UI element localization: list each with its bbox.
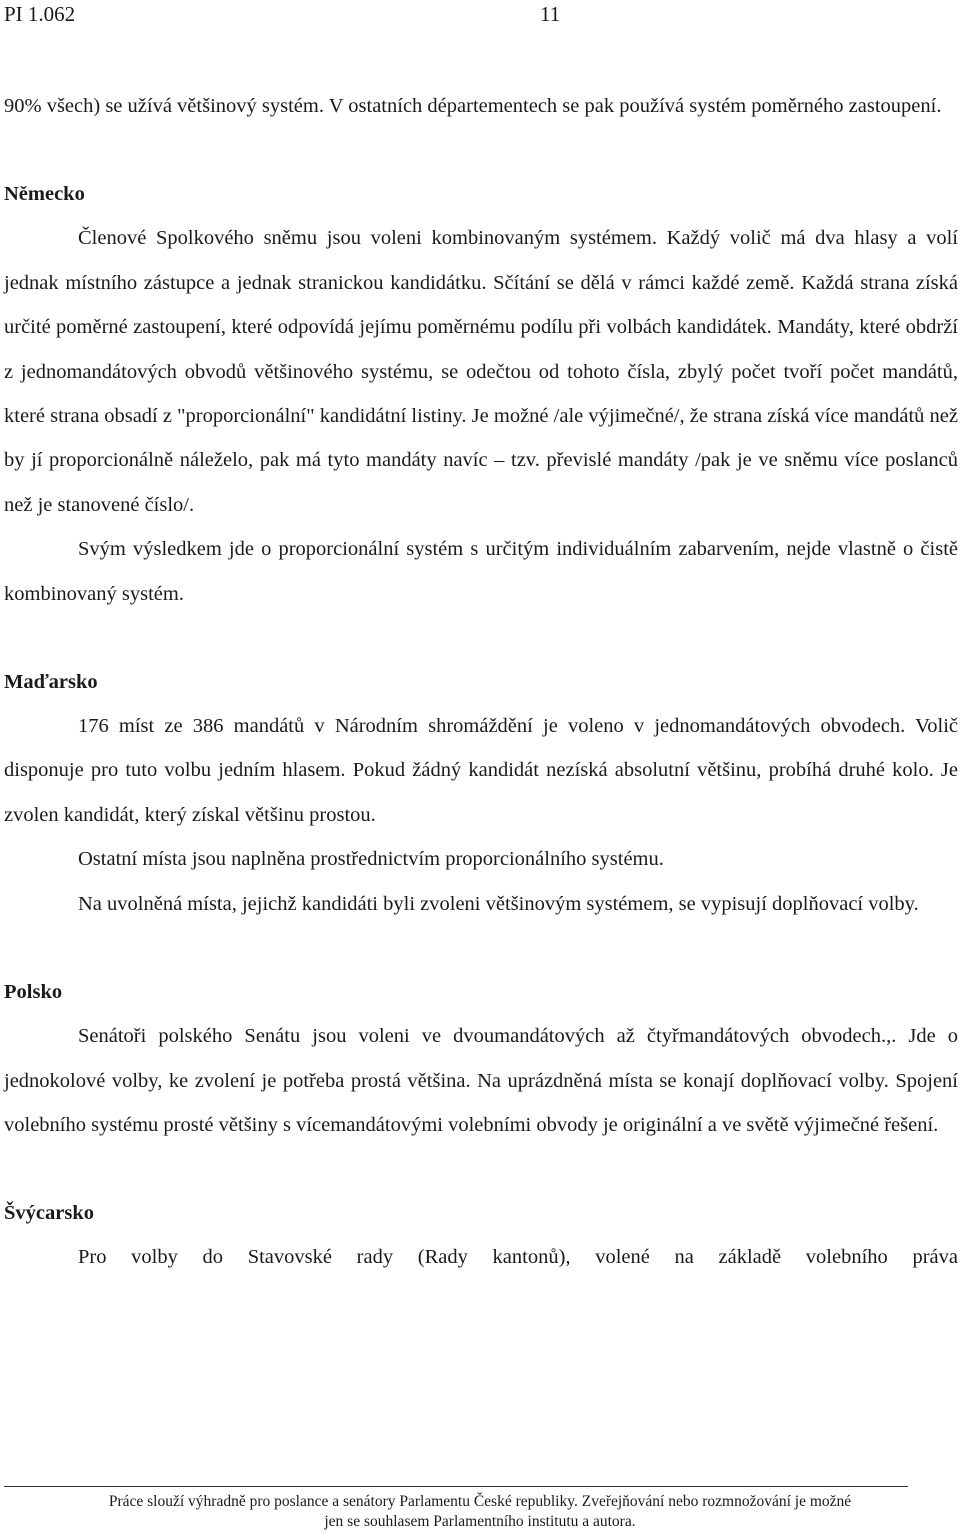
- paragraph-hungary-2: Ostatní místa jsou naplněna prostřednictvím proporcionálního systému.: [78, 848, 664, 871]
- footer-line-1: Práce slouží výhradně pro poslance a senátory Parlamentu České republiky. Zveřejňování nebo rozmnožování je možné: [108, 1493, 852, 1510]
- page-header: [4, 0, 956, 28]
- page-number: 11: [540, 2, 561, 26]
- heading-poland: Polsko: [4, 981, 63, 1004]
- heading-switzerland: Švýcarsko: [4, 1202, 94, 1225]
- paragraph-hungary-1: 176 míst ze 386 mandátů v Národním shromáždění je voleno v jednomandátových obvodech. Volič disponuje pro tuto volbu jedním hlasem. Pokud žádný kandidát nezíská absolutní většinu, probíhá druhé kolo. Je zvolen kandidát, který získal většinu prostou.: [4, 715, 958, 826]
- paragraph-germany-2: Svým výsledkem jde o proporcionální systém s určitým individuálním zabarvením, nejde vlastně o čistě kombinovaný systém.: [4, 538, 958, 605]
- page-footer: [0, 1492, 960, 1532]
- footer-divider: [4, 1486, 908, 1487]
- document-body: [4, 84, 958, 1280]
- paragraph-switzerland-1: Pro volby do Stavovské rady (Rady kantonů), volené na základě volebního práva: [78, 1246, 958, 1269]
- document-id: PI 1.062: [4, 2, 76, 26]
- heading-hungary: Maďarsko: [4, 671, 98, 694]
- heading-germany: Německo: [4, 183, 85, 206]
- paragraph-hungary-3: Na uvolněná místa, jejichž kandidáti byli zvoleni většinovým systémem, se vypisují doplňovací volby.: [78, 892, 919, 915]
- paragraph-germany-1: Členové Spolkového sněmu jsou voleni kombinovaným systémem. Každý volič má dva hlasy a volí jednak místního zástupce a jednak stranickou kandidátku. Sčítání se dělá v rámci každé země. Každá strana získá určité poměrné zastoupení, které odpovídá jejímu poměrnému podílu při volbách kandidátek. Mandáty, které obdrží z jednomandátových obvodů většinového systému, se odečtou od tohoto čísla, zbylý počet tvoří počet mandátů, které strana obsadí z "proporcionální" kandidátní listiny. Je možné /ale výjimečné/, že strana získá více mandátů než by jí proporcionálně náleželo, pak má tyto mandáty navíc – tzv. převislé mandáty /pak je ve sněmu více poslanců než je stanovené číslo/.: [4, 227, 958, 516]
- paragraph-poland-1: Senátoři polského Senátu jsou voleni ve dvoumandátových až čtyřmandátových obvodech.,. Jde o jednokolové volby, ke zvolení je potřeba prostá většina. Na uprázdněná místa se konají doplňovací volby. Spojení volebního systému prosté většiny s vícemandátovými volebními obvody je originální a ve světě výjimečné řešení.: [4, 1025, 958, 1136]
- paragraph-france-continued: 90% všech) se užívá většinový systém. V ostatních départementech se pak používá systém poměrného zastoupení.: [4, 95, 942, 117]
- footer-line-2: jen se souhlasem Parlamentního institutu a autora.: [324, 1513, 636, 1530]
